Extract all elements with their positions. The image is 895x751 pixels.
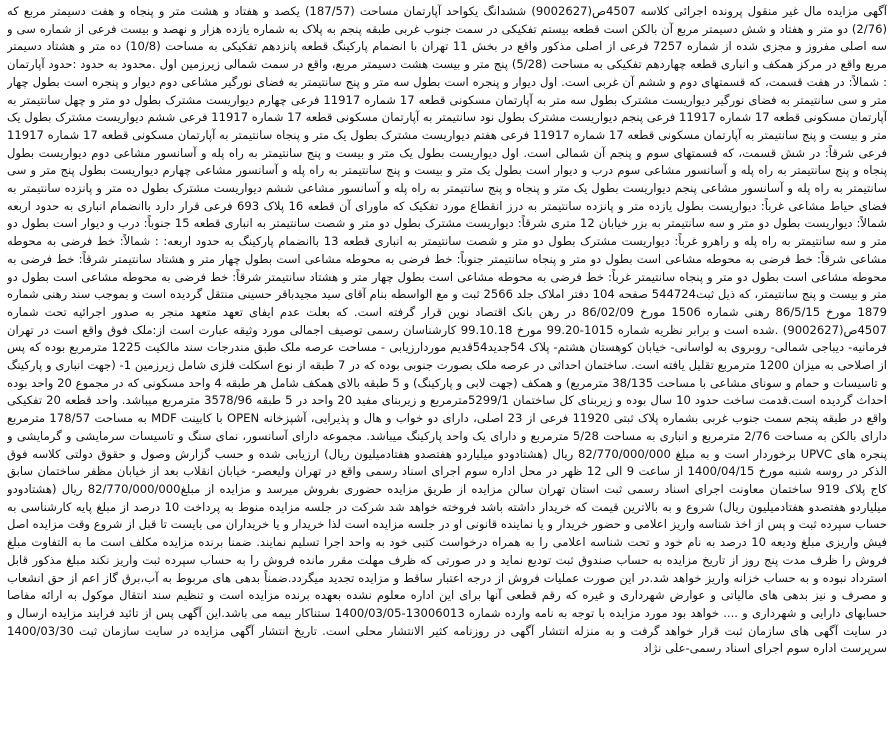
auction-notice-document (7, 3, 887, 747)
auction-notice-text: آگهی مزایده مال غیر منقول پرونده اجرائی کلاسه 4507ص(9002627) ششدانگ یکواحد آپارتمان مساحت (187/57) یکصد و هفتاد و هشت متر و پنجاه و هفت دسیمتر مربع که (2/76) دو متر و هفتاد و شش دسیمتر مربع آن بالکن است قطعه بیستم تفکیکی در سمت جنوب غربی طبقه پنجم به پلاک به شماره یازده هزار و نهصد و بیست فرعی از شماره سی و سه اصلی مفروز و مجزی شده از شماره 7257 فرعی از اصلی مذکور واقع در بخش 11 تهران با انضمام پارکینگ قطعه پانزدهم تفکیکی به مساحت (10/8) ده متر و هشتاد دسیمتر مربع واقع در مرکز همکف و انباری قطعه چهاردهم تفکیکی به مساحت (5/28) پنج متر و بیست هشت دسیمتر مربع، واقع در سمت شمالی زیرزمین اول .محدود به حدود :حدود آپارتمان : شمالاً: در هفت قسمت، که قسمتهای دوم و ششم آن غربی است. اول دیوار و پنجره است بطول سه متر و پنج سانتیمتر به فضای نورگیر مشاعی دوم دیوار و پنجره است بطول چهار متر و سی سانتیمتر به فضای نورگیر دیواریست مشترک بطول سه متر به آپارتمان مسکونی قطعه 17 شماره 11917 فرعی چهارم دیواریست مشترک بطول دو متر و چهل سانتیمتر به آپارتمان مسکونی قطعه 17 شماره 11917 فرعی پنجم دیواریست مشترک بطول نود سانتیمتر به آپارتمان مسکونی قطعه 17 شماره 11917 فرعی ششم دیواریست مشترک بطول یک متر و بیست و پنج سانتیمتر به آپارتمان مسکونی قطعه 17 شماره 11917 فرعی هفتم دیواریست مشترک بطول یک متر و پنجاه سانتیمتر به آپارتمان مسکونی قطعه 17 شماره 11917 فرعی شرقاً: در شش قسمت، که قسمتهای سوم و پنجم آن شمالی است. اول دیواریست بطول یک متر و بیست و پنج سانتیمتر به راه پله و آسانسور مشاعی دوم دیواریست بطول پنجاه و پنج سانتیمتر به راه پله و آسانسور مشاعی سوم درب و دیوار است بطول یک متر و بیست و پنج سانتیمتر به راه پله و آسانسور مشاعی چهارم دیواریست بطول پنج متر و سی سانتیمتر به راه پله و آسانسور مشاعی پنجم دیواریست بطول یک متر و پنجاه و پنج سانتیمتر به راه پله و آسانسور مشاعی ششم دیواریست مشترک بطول ده متر و پانزده سانتیمتر به فضای حیاط مشاعی غرباً: دیواریست بطول یازده متر و پانزده سانتیمتر به درز انقطاع مورد تفکیک که ماورای آن قطعه 16 پلاک 693 فرعی قرار دارد باانضمام انباری به حدود اربعه شمالاً: دیواریست بطول دو متر و سه سانتیمتر به بزر خیابان 12 متری شرقاً: دیواریست مشترک بطول دو متر و شصت سانتیمتر به انباری قطعه 15 جنوباً: درب و دیوار است بطول دو متر و سه سانتیمتر به راه پله و راهرو غرباً: دیواریست مشترک بطول دو متر و شصت سانتیمتر به انباری قطعه 13 باانضمام پارکینگ به حدود اربعه: : شمالاً: خط فرضی به محوطه مشاعی شرقاً: خط فرضی به محوطه مشاعی است بطول دو متر و پنجاه سانتیمتر جنوباً: خط فرضی به محوطه مشاعی است بطول چهار متر و هشتاد سانتیمتر شرقاً: خط فرضی به محوطه مشاعی است بطول دو متر و پنجاه سانتیمتر غرباً: خط فرضی به محوطه مشاعی است بطول چهار متر و هشتاد سانتیمتر شرقاً: خط فرضی به محوطه مشاعی است بطول دو متر و بیست و پنج سانتیمتر، که ذیل ثبت544724 صفحه 104 دفتر املاک جلد 2566 ثبت و مع الواسطه بنام آقای سید مجیدباقر حسینی منتقل گردیده است و بموجب سند رهنی شماره 1879 مورخ 86/5/15 رهنی شماره 1506 مورخ 86/02/09 در رهن بانک اقتصاد نوین قرار گرفته است. که بعلت عدم ایفای تعهد متعهد منجر به صدور اجرائیه تحت شماره 4507ص(9002627) .شده است و برابر نظریه شماره 1015-99.20 مورخ 99.10.18 کارشناسان رسمی توصیف اجمالی مورد وثیقه عبارت است از:ملک فوق واقع است در تهران فرمانیه- دیباجی شمالی- روبروی به لواسانی- خیابان کوهستان هشتم- پلاک 54جدید54قدیم موردارزیابی - مساحت عرصه ملک طبق مندرجات سند مالکیت 1225 مترمربع بوده که پس از اصلاحی به میزان 1200 مترمربع تقلیل یافته است. ساختمان احداثی در عرصه ملک بصورت جنوبی بوده که در 7 طبقه از نوع اسکلت فلزی شامل زیرزمین 1- (جهت انباری و پارکینگ و تاسیسات و حمام و سونای مشاعی با مساحت 38/135 مترمربع) و همکف (جهت لابی و پارکینگ) و 5 طبقه بالای همکف شامل هر طبقه 4 واحد مسکونی که در مجموع 20 واحد بوده احداث گردیده است.قدمت ساخت حدود 10 سال بوده و زیربنای کل ساختمان 5299/1مترمربع و زیربنای مفید 20 واحد در 5 طبقه 3578/96 مترمربع میباشد. واحد قطعه 20 تفکیکی واقع در طبقه پنجم سمت جنوب غربی بشماره پلاک ثبتی 11920 فرعی از 23 اصلی، دارای دو خواب و هال و پذیرایی، آشپزخانه OPEN با کابینت MDF به مساحت 178/57 مترمربع دارای بالکن به مساحت 2/76 مترمربع و انباری به مساحت 5/28 مترمربع و دارای یک واحد پارکینگ میباشد. مجموعه دارای آسانسور، نمای سنگ و تاسیسات سرمایشی و گرمایشی و پنجره های UPVC برخوردار است و به مبلغ 82/770/000/000 ریال (هشتادودو میلیاردو هفتصدو هفتادمیلیون ریال) ارزیابی شده و حسب گزارش وصول و حقوق دولتی کلاسه فوق الذکر در روسه شنبه مورخ 1400/04/15 از ساعت 9 الی 12 ظهر در محل اداره سوم اجرای اسناد رسمی واقع در تهران ولیعصر- خیابان انقلاب بعد از خیابان مظفر ساختمان سابق کاج پلاک 919 ساختمان معاونت اجرای اسناد رسمی ثبت استان تهران سالن مزایده از طریق مزایده حضوری بفروش میرسد و مزایده از مبلغ82/770/000/000 ریال (هشتادودو میلیاردو هفتصدو هفتادمیلیون ریال) شروع و به بالاترین قیمت که خریدار داشته باشد فروخته خواهد شد شرکت در جلسه مزایده منوط به پرداخت 10 درصد از مبلغ پایه کارشناسی به حساب سپرده ثبت و پس از اخذ شناسه واریز اعلامی و حضور خریدار و یا نماینده قانونی او در جلسه مزایده است لذا خریدار و یا خریداران می بایست تا قبل از شروع وقت مزایده اصل فیش واریزی مبلغ ودیعه 10 درصد به نام خود و تحت شناسه اعلامی را به همراه درخواست کتبی خود به واحد اجرا تسلیم نمایند. ضمنا برنده مزایده مکلف است ما به التفاوت مبلغ فروش را ظرف مدت پنج روز از تاریخ مزایده به حساب صندوق ثبت تودیع نماید و در صورتی که ظرف مهلت مقرر مانده فروش را به حساب سپرده ثبت واریز نکند مبلغ مذکور قابل استرداد نبوده و به حساب خزانه واریز خواهد شد.در این صورت عملیات فروش از درجه اعتبار ساقط و مزایده تجدید میگردد.ضمناً بدهی های مربوط به آب،برق گاز اعم از حق انشعاب و مصرف و نیز بدهی های مالیاتی و عوارض شهرداری و غیره که رقم قطعی آنها برای این اداره معلوم نشده بعهده برنده مزایده است و تنظیم سند انتقال موکول به ارائه مفاصا حسابهای دارایی و شهرداری و .... خواهد بود مورد مزایده با توجه به نامه وارده شماره 13006013-1400/03/05 ستناکار بیمه می باشد.این آگهی پس از تائید فرایند مزایده ارسال و در سایت آگهی های سازمان ثبت قرار خواهد گرفت و به منزله انتشار آگهی در روزنامه کثیر الانتشار محلی است. تاریخ انتشار آگهی مزایده در سایت سازمان ثبت 1400/03/30 سرپرست اداره سوم اجرای اسناد رسمی-علی نژاد (7, 4, 887, 656)
